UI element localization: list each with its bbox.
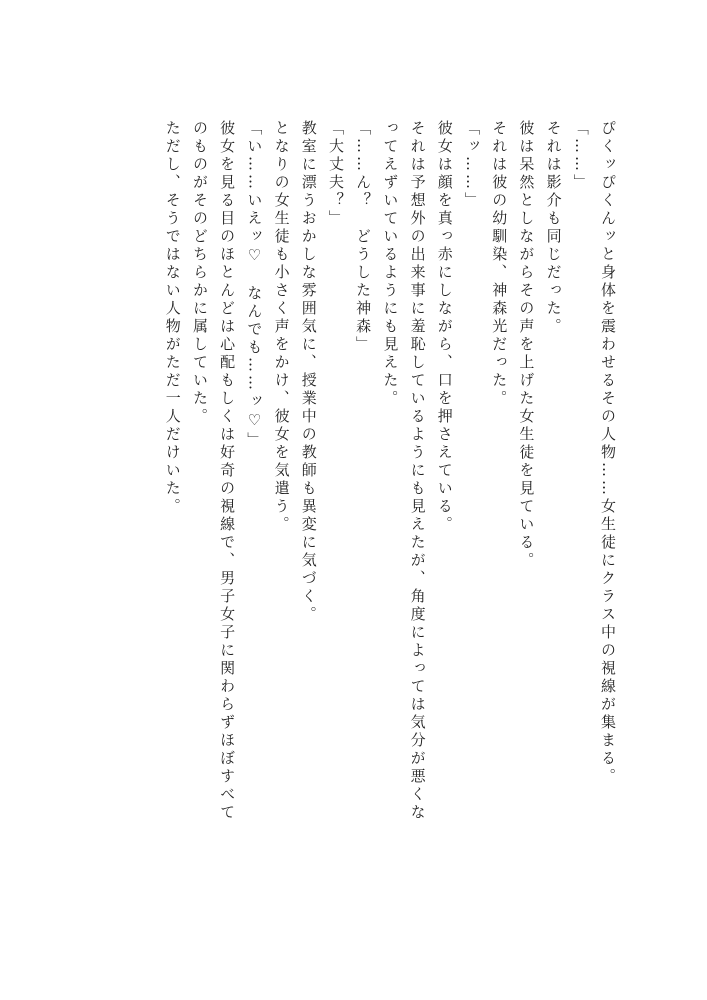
text-line-8: それは予想外の出来事に羞恥しているようにも見えたが、角度によっては気分が悪くな — [408, 120, 427, 822]
text-line-10: 「……ん？ どうした神森」 — [354, 120, 373, 354]
text-line-15: 彼女を見る目のほとんどは心配もしくは好奇の視線で、男子女子に関わらずほぼすべて — [218, 120, 237, 822]
text-line-4: 彼は呆然としながらその声を上げた女生徒を見ている。 — [517, 120, 536, 570]
text-line-1: ぴくッぴくんッと身体を震わせるその人物……女生徒にクラス中の視線が集まる。 — [599, 120, 617, 786]
text-line-12: 教室に漂うおかしな雰囲気に、授業中の教師も異変に気づく。 — [299, 120, 318, 624]
text-line-13: となりの女生徒も小さく声をかけ、彼女を気遣う。 — [272, 120, 291, 534]
text-line-5: それは彼の幼馴染、神森光だった。 — [490, 120, 509, 408]
text-line-6: 「ッ……」 — [462, 120, 481, 210]
text-line-2: 「……」 — [571, 120, 590, 192]
text-line-16: のものがそのどちらかに属していた。 — [190, 120, 209, 426]
text-line-9: ってえずいているようにも見えた。 — [381, 120, 400, 408]
text-line-14: 「い……いえッ♡ なんでも……ッ♡」 — [245, 120, 264, 450]
text-line-17: ただし、そうではない人物がただ一人だけいた。 — [163, 120, 182, 516]
vertical-text-body — [159, 120, 621, 920]
text-line-11: 「大丈夫？」 — [326, 120, 345, 228]
text-line-3: それは影介も同じだった。 — [544, 120, 563, 336]
text-line-7: 彼女は顔を真っ赤にしながら、口を押さえている。 — [435, 120, 454, 534]
